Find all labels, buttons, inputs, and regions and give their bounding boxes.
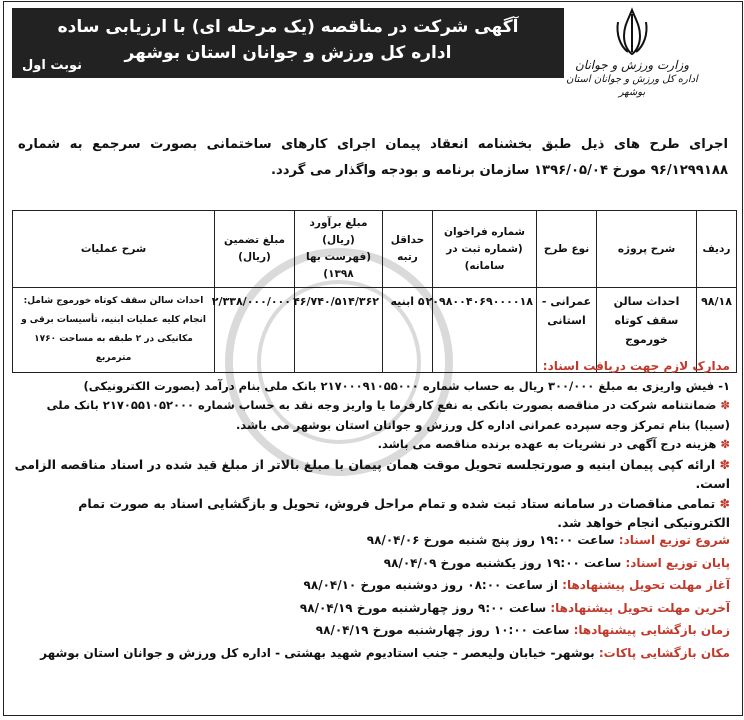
document-item: ✽ ضمانتنامه شرکت در مناقصه بصورت بانکی به نفع کارفرما یا واریز وجه نقد به حساب شماره ۲۱۷۰۵۵۱۰۵۲۰۰۰ بانک ملی (سیبا) بنام تمرکز وجه سپرده عمرانی اداره کل ورزش و جوانان استان بوشهر می باشد.: [46, 398, 730, 432]
schedule-label: زمان بازگشایی پیشنهادها:: [573, 623, 730, 637]
col-header-estimate: مبلغ برآورد (ریال) (فهرست بها ۱۳۹۸): [295, 211, 383, 288]
bullet-star-icon: ✽: [715, 456, 730, 472]
projects-table: [12, 210, 737, 373]
logo-ministry-name: وزارت ورزش و جوانان: [574, 58, 690, 72]
page-title: آگهی شرکت در مناقصه (یک مرحله ای) با ارزیابی ساده: [57, 17, 519, 37]
iran-emblem-icon: [612, 6, 652, 58]
page-subtitle: اداره کل ورزش و جوانان استان بوشهر: [124, 43, 452, 63]
schedule-label: شروع توزیع اسناد:: [618, 533, 730, 547]
schedule-item: [14, 529, 730, 552]
schedule-value: ساعت ۱۹:۰۰ روز پنج شنبه مورخ ۹۸/۰۴/۰۶: [366, 533, 615, 547]
tender-notice: [3, 1, 743, 716]
schedule: [14, 529, 730, 664]
schedule-item: [14, 619, 730, 642]
required-documents: [14, 357, 730, 533]
schedule-label: آخرین مهلت تحویل پیشنهادها:: [550, 600, 730, 615]
title-band: [12, 8, 564, 78]
cell-guarantee: ۲/۳۳۸/۰۰۰/۰۰۰: [215, 288, 295, 373]
round-label: نوبت اول: [22, 58, 83, 73]
schedule-value: ساعت ۹:۰۰ روز چهارشنبه مورخ ۹۸/۰۴/۱۹: [299, 600, 547, 615]
table-header-row: [13, 211, 737, 288]
intro-paragraph: اجرای طرح های ذیل طبق بخشنامه انعقاد پیمان اجرای کارهای ساختمانی بصورت سرجمع به شماره ۹۶/۱۲۹۹۱۸۸ مورخ ۱۳۹۶/۰۵/۰۴ سازمان برنامه و بودجه واگذار می گردد.: [18, 137, 728, 178]
schedule-label: پایان توزیع اسناد:: [625, 555, 730, 570]
col-header-type: نوع طرح: [537, 211, 597, 288]
col-header-operations: شرح عملیات: [13, 211, 215, 288]
schedule-value: از ساعت ۰۸:۰۰ روز دوشنبه مورخ ۹۸/۰۴/۱۰: [303, 578, 558, 592]
schedule-label: مکان بازگشایی پاکات:: [598, 645, 730, 660]
bullet-star-icon: ✽: [716, 398, 730, 412]
cell-type: عمرانی - استانی: [537, 288, 597, 373]
schedule-value: بوشهر- خیابان ولیعصر - جنب استادیوم شهید بهشتی - اداره کل ورزش و جوانان استان بوشهر: [40, 645, 595, 660]
documents-heading: مدارک لازم جهت دریافت اسناد:: [542, 359, 730, 373]
col-header-row-number: ردیف: [697, 211, 737, 288]
schedule-value: ساعت ۱۰:۰۰ روز چهارشنبه مورخ ۹۸/۰۴/۱۹: [315, 623, 570, 637]
cell-min-rank: ۵ ابنیه: [383, 288, 433, 373]
schedule-label: آغاز مهلت تحویل پیشنهادها:: [562, 578, 730, 592]
cell-call-number: ۲۰۹۸۰۰۴۰۶۹۰۰۰۰۱۸: [433, 288, 537, 373]
document-item: ✽ ارائه کپی پیمان ابنیه و صورتجلسه تحویل موقت همان پیمان با مبلغ بالاتر از مبلغ قید شده در اسناد مناقصه الزامی است.: [14, 456, 730, 491]
cell-project: احداث سالن سقف کوتاه خورموج: [597, 288, 697, 373]
schedule-item: [14, 642, 730, 665]
col-header-guarantee: مبلغ تضمین (ریال): [215, 211, 295, 288]
schedule-item: [14, 574, 730, 597]
ministry-logo: [552, 6, 712, 116]
cell-estimate: ۴۶/۷۴۰/۵۱۴/۳۶۲: [295, 288, 383, 373]
bullet-star-icon: ✽: [715, 495, 730, 511]
header: [4, 2, 742, 122]
document-item: ۱- فیش واریزی به مبلغ ۳۰۰/۰۰۰ ریال به حساب شماره ۲۱۷۰۰۰۹۱۰۵۵۰۰۰ بانک ملی بنام درآمد (بصورت الکترونیکی): [83, 378, 730, 393]
col-header-project: شرح پروژه: [597, 211, 697, 288]
col-header-call-number: شماره فراخوان (شماره ثبت در سامانه): [433, 211, 537, 288]
schedule-value: ساعت ۱۹:۰۰ روز یکشنبه مورخ ۹۸/۰۴/۰۹: [383, 555, 622, 570]
schedule-item: [14, 597, 730, 620]
document-item: ✽ هزینه درج آگهی در نشریات به عهده برنده مناقصه می باشد.: [377, 437, 730, 451]
col-header-min-rank: حداقل رتبه: [383, 211, 433, 288]
logo-office-name: اداره کل ورزش و جوانان استان بوشهر: [566, 74, 698, 98]
cell-operations: احداث سالن سقف کوتاه خورموج شامل: انجام کلیه عملیات ابنیه، تأسیسات برقی و مکانیکی در ۲ طبقه به مساحت ۱۷۶۰ مترمربع: [13, 288, 215, 373]
document-item: ✽ تمامی مناقصات در سامانه ستاد ثبت شده و تمام مراحل فروش، تحویل و بازگشایی اسناد به صورت تمام الکترونیکی انجام خواهد شد.: [78, 495, 730, 530]
bullet-star-icon: ✽: [716, 437, 730, 451]
cell-row-number: ۹۸/۱۸: [697, 288, 737, 373]
schedule-item: [14, 552, 730, 575]
